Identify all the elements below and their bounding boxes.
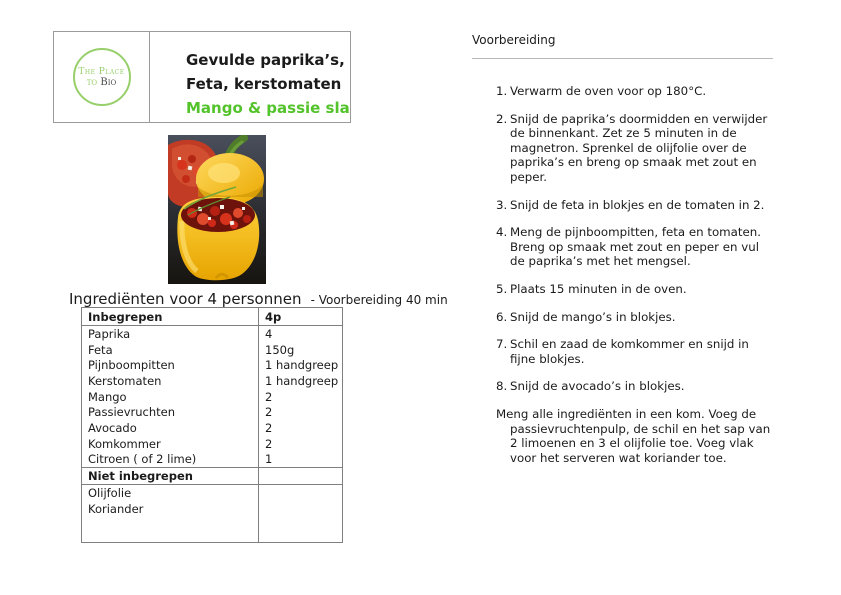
step-text: Snijd de paprika’s doormidden en verwijder de binnenkant. Zet ze 5 minuten in de magnetron. Sprenkel de olijfolie over de paprika’s en breng op smaak met zout en peper. — [510, 111, 768, 184]
recipe-header-card — [53, 31, 351, 123]
step-number: 7. — [496, 337, 508, 352]
logo-text-bio: Bio — [100, 76, 117, 88]
ingredient-qty: 1 handgreep — [265, 373, 339, 388]
recipe-title-line3: Mango & passie sla — [186, 99, 350, 117]
ingredient-name: Passievruchten — [82, 404, 259, 420]
prep-step-6 — [472, 310, 774, 325]
step-number: 3. — [496, 197, 508, 212]
recipe-title-block — [150, 32, 350, 122]
ingredients-heading-sub: - Voorbereiding 40 min — [310, 293, 448, 307]
ingredient-name: Avocado — [82, 420, 259, 436]
table-row — [82, 420, 343, 436]
logo-cell — [54, 32, 150, 122]
table-row — [82, 436, 343, 452]
step-text: Snijd de mango’s in blokjes. — [510, 309, 676, 324]
logo-text-to: to — [86, 76, 98, 88]
prep-step-1 — [472, 84, 774, 99]
step-text: Snijd de feta in blokjes en de tomaten in 2. — [510, 197, 765, 212]
ingredient-name: Olijfolie — [82, 485, 259, 501]
ingredient-name: Kerstomaten — [82, 373, 259, 389]
table-row — [82, 501, 343, 517]
step-text: Schil en zaad de komkommer en snijd in fijne blokjes. — [510, 337, 749, 366]
ingredient-qty: 150g — [265, 342, 295, 357]
prep-step-7 — [472, 337, 774, 366]
preparation-title: Voorbereiding — [472, 33, 556, 47]
ingredients-heading-main: Ingrediënten voor 4 personnen — [69, 290, 302, 308]
table-header-row — [82, 308, 343, 326]
step-text: Meng de pijnboompitten, feta en tomaten. Breng op smaak met zout en peper en vul de paprika’s met het mengsel. — [510, 225, 762, 269]
stuffed-peppers-photo — [168, 135, 266, 284]
table-row — [82, 373, 343, 389]
ingredients-heading — [69, 289, 448, 308]
table-row — [82, 342, 343, 358]
prep-step-2 — [472, 112, 774, 185]
ingredient-qty: 1 handgreep — [265, 358, 339, 373]
table-row — [82, 485, 343, 501]
prep-step-4 — [472, 225, 774, 269]
ingredient-qty: 1 — [265, 452, 273, 467]
ingredient-name: Pijnboompitten — [82, 357, 259, 373]
prep-step-8 — [472, 379, 774, 394]
step-number: 1. — [496, 84, 508, 98]
table-row — [82, 326, 343, 342]
table-row — [82, 389, 343, 405]
ingredient-name: Citroen ( of 2 lime) — [82, 452, 259, 468]
recipe-title-line2: Feta, kerstomaten — [186, 75, 342, 93]
prep-step-3 — [472, 198, 774, 213]
stuffed-peppers-illustration — [168, 135, 266, 284]
ingredients-table — [81, 307, 343, 543]
recipe-title-line1: Gevulde paprika’s, — [186, 51, 345, 69]
table-section-row — [82, 468, 343, 485]
table-filler-row — [82, 517, 343, 543]
step-number: 2. — [496, 111, 508, 126]
step-text: Verwarm de oven voor op 180°C. — [510, 84, 707, 98]
step-number: 4. — [496, 225, 508, 240]
prep-final-note: Meng alle ingrediënten in een kom. Voeg de passievruchtenpulp, de schil en het sap van 2 limoenen en 3 el olijfolie toe. Voeg vlak voor het serveren wat koriander toe. — [496, 406, 771, 465]
ingredient-qty: 2 — [265, 389, 273, 404]
ingredient-name: Komkommer — [82, 436, 259, 452]
step-text: Plaats 15 minuten in de oven. — [510, 281, 687, 296]
ingredient-qty: 4 — [265, 326, 273, 341]
header-4p: 4p — [259, 308, 343, 326]
step-number: 5. — [496, 281, 508, 296]
ingredient-name: Feta — [82, 342, 259, 358]
ingredient-name: Koriander — [82, 501, 259, 517]
the-place-to-bio-logo — [73, 48, 131, 106]
table-row — [82, 404, 343, 420]
logo-text-to-bio — [87, 77, 116, 88]
logo-text-the-place: The Place — [78, 66, 125, 77]
header-included: Inbegrepen — [82, 308, 259, 326]
prep-step-5 — [472, 282, 774, 297]
ingredient-name: Mango — [82, 389, 259, 405]
ingredient-qty: 2 — [265, 405, 273, 420]
preparation-steps — [472, 84, 774, 465]
ingredient-qty: 2 — [265, 436, 273, 451]
header-not-included: Niet inbegrepen — [82, 468, 259, 485]
step-number: 8. — [496, 379, 508, 394]
preparation-divider — [472, 58, 773, 59]
ingredient-name: Paprika — [82, 326, 259, 342]
step-text: Snijd de avocado’s in blokjes. — [510, 379, 685, 394]
ingredient-qty: 2 — [265, 420, 273, 435]
table-row — [82, 452, 343, 468]
table-row — [82, 357, 343, 373]
step-number: 6. — [496, 309, 508, 324]
